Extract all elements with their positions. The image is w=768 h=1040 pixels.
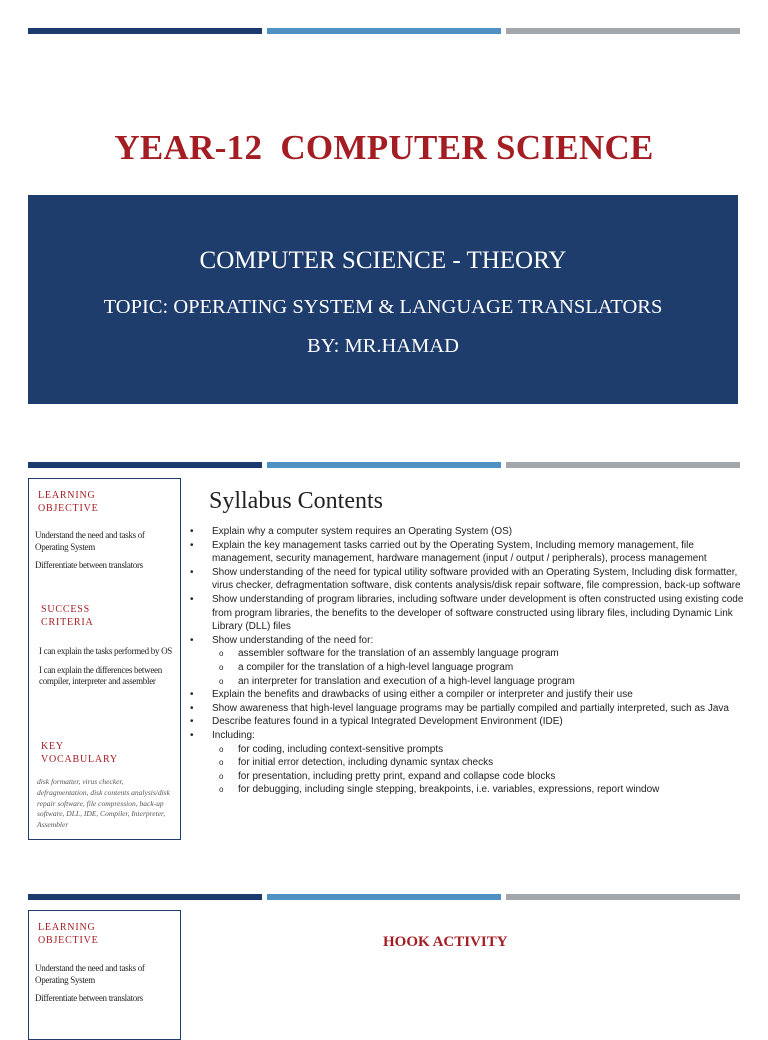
bullet-icon: • <box>190 689 194 701</box>
syllabus-text: for coding, including context-sensitive prompts <box>238 743 444 755</box>
syllabus-subitem <box>186 647 746 661</box>
syllabus-item <box>186 688 746 702</box>
syllabus-item <box>186 593 746 634</box>
syllabus-text: Show understanding of program libraries, including software under development is often constructed using existing code from program libraries, the benefits to the developer of software constructed using library files, including Dynamic Link Library (DLL) files <box>212 593 744 633</box>
learning-objective-heading: LEARNING OBJECTIVE <box>38 490 99 514</box>
bullet-icon: • <box>190 593 194 605</box>
objective-item: Understand the need and tasks of Operating System <box>35 963 145 985</box>
learning-objectives <box>35 530 171 579</box>
syllabus-item <box>186 566 746 593</box>
syllabus-item <box>186 525 746 539</box>
syllabus-text: Explain the key management tasks carried out by the Operating System, Including memory management, file management, security management, hardware management (input / output / peripherals), process management <box>212 539 707 565</box>
syllabus-text: for debugging, including single stepping, breakpoints, i.e. variables, expressions, report window <box>238 784 660 796</box>
syllabus-subitem <box>186 756 746 770</box>
bullet-icon: o <box>219 662 224 672</box>
bullet-icon: • <box>190 566 194 578</box>
syllabus-list <box>186 525 746 797</box>
hook-activity-title: HOOK ACTIVITY <box>383 934 508 950</box>
syllabus-text: assembler software for the translation of an assembly language program <box>238 648 559 660</box>
syllabus-item <box>186 729 746 743</box>
rule-segment-blue <box>267 28 501 34</box>
bullet-icon: • <box>190 634 194 646</box>
rule-segment-navy <box>28 462 262 468</box>
syllabus-title: Syllabus Contents <box>209 488 384 514</box>
bullet-icon: • <box>190 716 194 728</box>
syllabus-text: an interpreter for translation and execution of a high-level language program <box>238 675 575 687</box>
page-title: YEAR-12 COMPUTER SCIENCE <box>114 128 654 167</box>
objective-item: Differentiate between translators <box>35 560 143 570</box>
learning-objectives <box>35 963 171 1012</box>
syllabus-text: Including: <box>212 729 255 741</box>
rule-segment-blue <box>267 462 501 468</box>
bullet-icon: o <box>219 758 224 768</box>
objective-item: Understand the need and tasks of Operating System <box>35 530 145 552</box>
syllabus-item <box>186 634 746 648</box>
syllabus-item <box>186 539 746 566</box>
banner-subject: COMPUTER SCIENCE - THEORY <box>199 247 567 274</box>
success-criteria <box>39 646 175 695</box>
rule-segment-navy <box>28 894 262 900</box>
syllabus-text: Explain the benefits and drawbacks of using either a compiler or interpreter and justify their use <box>212 689 633 701</box>
success-criteria-heading: SUCCESS CRITERIA <box>41 604 94 628</box>
bullet-icon: • <box>190 526 194 537</box>
banner-author: BY: MR.HAMAD <box>307 335 459 357</box>
objectives-sidebar <box>28 478 181 840</box>
bullet-icon: • <box>190 702 194 714</box>
rule-segment-gray <box>506 462 740 468</box>
rule-segment-gray <box>506 28 740 34</box>
syllabus-subitem <box>186 770 746 784</box>
rule-segment-blue <box>267 894 501 900</box>
banner-topic: TOPIC: OPERATING SYSTEM & LANGUAGE TRANSLATORS <box>103 296 663 318</box>
syllabus-text: for initial error detection, including dynamic syntax checks <box>238 757 494 769</box>
bullet-icon: o <box>219 771 224 781</box>
bullet-icon: o <box>219 785 224 795</box>
title-banner <box>28 195 738 404</box>
learning-objective-heading: LEARNING OBJECTIVE <box>38 922 99 946</box>
syllabus-item <box>186 715 746 729</box>
syllabus-subitem <box>186 783 746 797</box>
syllabus-text: Explain why a computer system requires an Operating System (OS) <box>212 526 513 537</box>
bullet-icon: • <box>190 729 194 741</box>
syllabus-text: Describe features found in a typical Integrated Development Environment (IDE) <box>212 716 563 728</box>
syllabus-subitem <box>186 675 746 689</box>
syllabus-text: Show understanding of the need for typical utility software provided with an Operating System, Including disk formatter, virus checker, defragmentation software, disk contents analysis/disk repair software, file compression, back-up software <box>212 566 741 592</box>
objective-item: Differentiate between translators <box>35 993 143 1003</box>
syllabus-text: a compiler for the translation of a high-level language program <box>238 661 514 673</box>
rule-segment-navy <box>28 28 262 34</box>
syllabus-text: Show understanding of the need for: <box>212 634 374 646</box>
key-vocabulary-heading: KEY VOCABULARY <box>41 741 118 765</box>
criteria-item: I can explain the tasks performed by OS <box>39 646 173 656</box>
bullet-icon: o <box>219 676 224 686</box>
bullet-icon: o <box>219 649 224 659</box>
syllabus-subitem <box>186 661 746 675</box>
bullet-icon: • <box>190 539 194 551</box>
key-vocabulary-list: disk formatter, virus checker, defragmentation, disk contents analysis/disk repair software, file compression, back-up software, DLL, IDE, Compiler, Interpreter, Assembler <box>37 777 170 830</box>
syllabus-subitem <box>186 743 746 757</box>
bullet-icon: o <box>219 744 224 754</box>
rule-segment-gray <box>506 894 740 900</box>
objectives-sidebar <box>28 910 181 1040</box>
syllabus-text: Show awareness that high-level language programs may be partially compiled and partially interpreted, such as Java <box>212 702 729 714</box>
syllabus-text: for presentation, including pretty print, expand and collapse code blocks <box>238 770 556 782</box>
criteria-item: I can explain the differences between compiler, interpreter and assembler <box>39 664 162 686</box>
syllabus-item <box>186 702 746 716</box>
